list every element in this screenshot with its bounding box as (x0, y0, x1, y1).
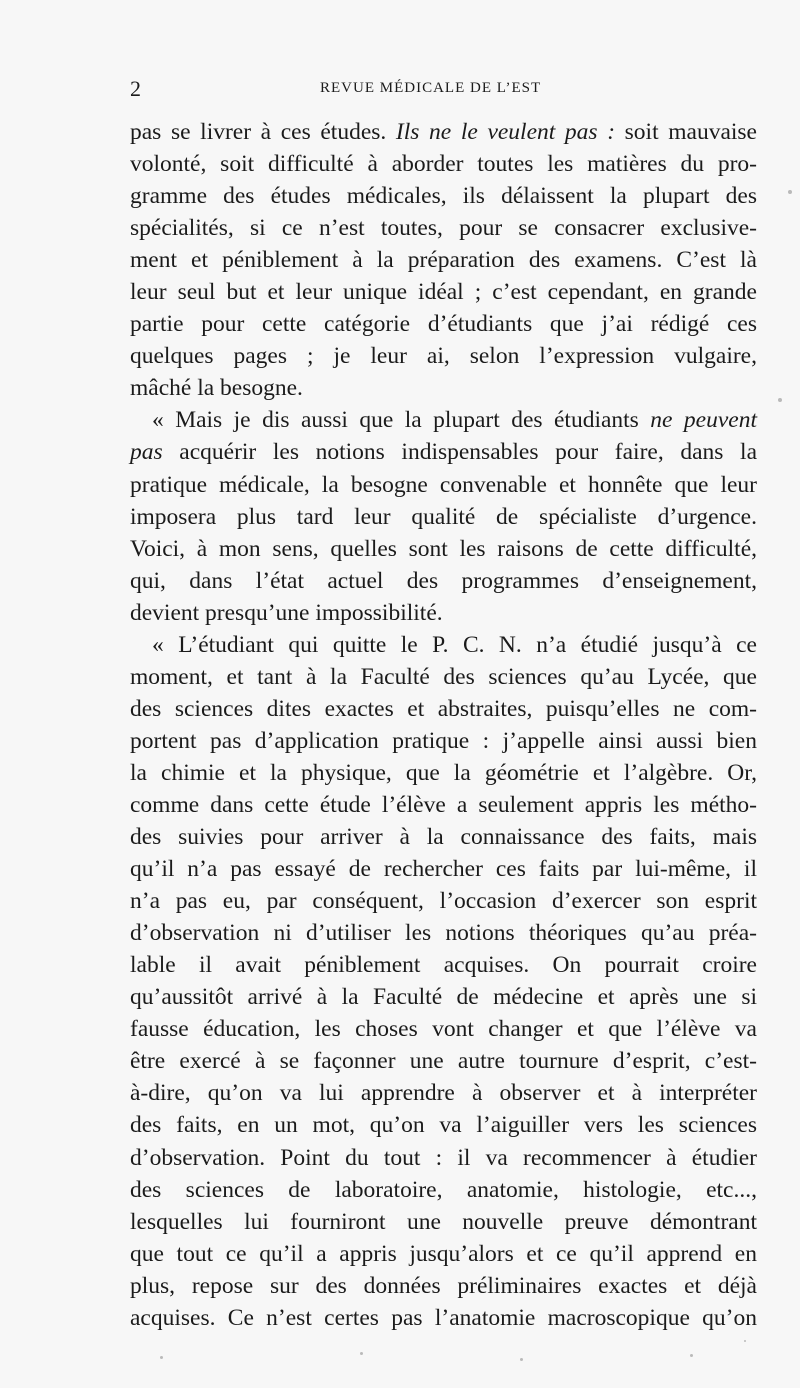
page-number: 2 (130, 76, 142, 101)
line-text: que tout ce qu’il a appris jusqu’alors et ce qu’il apprend en (130, 1240, 757, 1267)
line-text: fausse éducation, les choses vont changer et que l’élève va (130, 1016, 757, 1043)
text-line (130, 1270, 757, 1302)
text-line (130, 981, 757, 1013)
page-header (130, 76, 755, 106)
text-line (130, 1013, 757, 1045)
line-text: des sciences de laboratoire, anatomie, histologie, etc..., (130, 1176, 757, 1203)
text-line (130, 821, 757, 853)
text-line (130, 180, 757, 212)
line-text-after: acquérir les notions indispensables pour faire, dans la (162, 439, 757, 466)
line-italic-text: pas (130, 439, 163, 466)
line-text: pratique médicale, la besogne convenable et honnête que leur (130, 471, 757, 498)
line-text: d’observation ni d’utiliser les notions théoriques qu’au préa- (130, 920, 757, 947)
text-line (130, 885, 757, 917)
line-text: Voici, à mon sens, quelles sont les raisons de cette difficulté, (130, 535, 757, 562)
line-text: mâché la besogne. (130, 375, 303, 402)
text-line (130, 404, 757, 436)
line-text: comme dans cette étude l’élève a seulement appris les métho- (130, 791, 757, 818)
line-text: lable il avait péniblement acquises. On pourrait croire (130, 952, 757, 979)
line-text-after: soit mauvaise (615, 119, 757, 145)
line-text: des sciences dites exactes et abstraites, puisqu’elles ne com- (130, 695, 757, 722)
line-text: imposera plus tard leur qualité de spécialiste d’urgence. (130, 503, 757, 530)
line-text: à-dire, qu’on va lui apprendre à observer et à interpréter (130, 1080, 757, 1107)
text-line (130, 533, 757, 565)
line-text: d’observation. Point du tout : il va recommencer à étudier (130, 1144, 757, 1171)
text-line (130, 1142, 757, 1174)
text-line (130, 1109, 757, 1141)
text-line (130, 276, 757, 308)
line-italic-text: ne peuvent (650, 407, 757, 434)
text-line (130, 949, 757, 981)
text-line (130, 436, 757, 468)
text-line (130, 469, 757, 501)
line-text: moment, et tant à la Faculté des sciences qu’au Lycée, que (130, 663, 757, 690)
text-line (130, 1238, 757, 1270)
line-text: « L’étudiant qui quitte le P. C. N. n’a étudié jusqu’à ce (152, 631, 757, 658)
text-line (130, 693, 757, 725)
line-text: qu’il n’a pas essayé de rechercher ces faits par lui-même, il (130, 856, 757, 883)
body-text (130, 116, 757, 1334)
line-text: « Mais je dis aussi que la plupart des étudiants (152, 407, 651, 434)
text-line (130, 1302, 757, 1334)
text-line (130, 565, 757, 597)
line-text: volonté, soit difficulté à aborder toutes les matières du pro- (130, 151, 757, 178)
line-text: la chimie et la physique, que la géométrie et l’algèbre. Or, (130, 759, 757, 786)
text-line (130, 501, 757, 533)
line-text: pas se livrer à ces études. (130, 119, 396, 145)
text-line (130, 244, 757, 276)
line-italic-text: Ils ne le veulent pas : (395, 119, 616, 145)
line-text: plus, repose sur des données préliminaires exactes et déjà (130, 1272, 757, 1299)
text-line (130, 629, 757, 661)
text-line (130, 212, 757, 244)
text-line (130, 757, 757, 789)
line-text: spécialités, si ce n’est toutes, pour se consacrer exclusive- (130, 215, 757, 242)
text-line (130, 597, 757, 629)
line-text: devient presqu’une impossibilité. (130, 599, 443, 626)
text-line (130, 853, 757, 885)
text-line (130, 725, 757, 757)
running-title: REVUE MÉDICALE DE L’EST (320, 80, 542, 96)
line-text: être exercé à se façonner une autre tournure d’esprit, c’est- (130, 1048, 757, 1075)
line-text: des suivies pour arriver à la connaissance des faits, mais (130, 824, 757, 851)
line-text: gramme des études médicales, ils délaissent la plupart des (130, 183, 757, 210)
text-line (130, 661, 757, 693)
text-line (130, 372, 757, 404)
text-line (130, 116, 757, 148)
text-line (130, 1077, 757, 1109)
line-text: lesquelles lui fourniront une nouvelle preuve démontrant (130, 1208, 757, 1235)
text-line (130, 308, 757, 340)
text-line (130, 1174, 757, 1206)
line-text: quelques pages ; je leur ai, selon l’expression vulgaire, (130, 343, 757, 370)
text-line (130, 917, 757, 949)
line-text: n’a pas eu, par conséquent, l’occasion d’exercer son esprit (130, 888, 757, 915)
text-line (130, 340, 757, 372)
line-text: qu’aussitôt arrivé à la Faculté de médecine et après une si (130, 984, 757, 1011)
line-text: acquises. Ce n’est certes pas l’anatomie macroscopique qu’on (130, 1304, 757, 1331)
line-text: partie pour cette catégorie d’étudiants que j’ai rédigé ces (130, 311, 757, 338)
line-text: des faits, en un mot, qu’on va l’aiguiller vers les sciences (130, 1112, 757, 1139)
line-text: portent pas d’application pratique : j’appelle ainsi aussi bien (130, 727, 757, 754)
line-text: qui, dans l’état actuel des programmes d’enseignement, (130, 567, 757, 594)
text-line (130, 789, 757, 821)
text-line (130, 1206, 757, 1238)
text-line (130, 148, 757, 180)
text-line (130, 1045, 757, 1077)
line-text: leur seul but et leur unique idéal ; c’est cependant, en grande (130, 279, 757, 306)
line-text: ment et péniblement à la préparation des examens. C’est là (130, 247, 757, 274)
